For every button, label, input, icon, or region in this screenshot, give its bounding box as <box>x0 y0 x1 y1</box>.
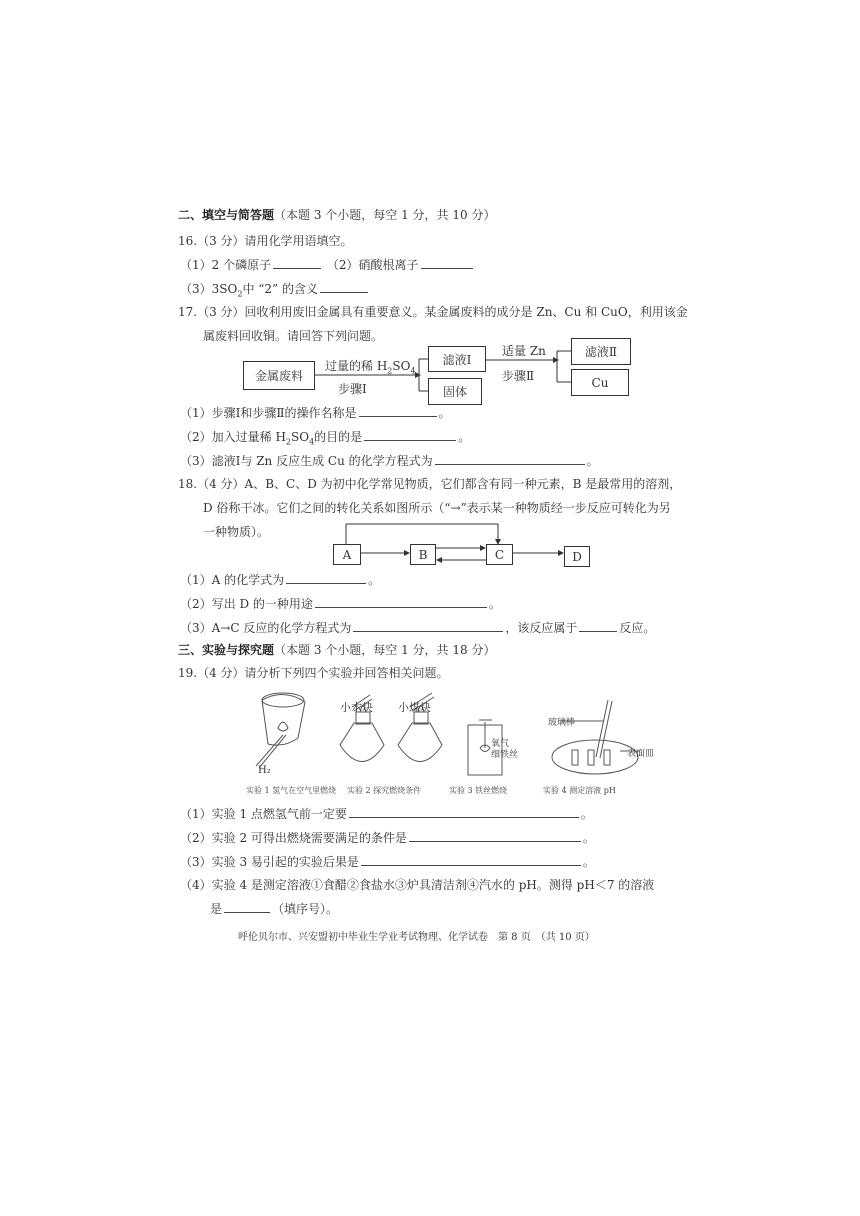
exp4-watch-glass-illustration <box>552 700 640 774</box>
q18-p3-label-a: （3）A→C 反应的化学方程式为 <box>180 621 352 635</box>
caption-exp4: 实验 4 测定溶液 pH <box>543 786 616 795</box>
caption-exp3: 实验 3 铁丝燃烧 <box>449 786 508 795</box>
q18-stem-3: 一种物质）。 <box>203 525 270 539</box>
q19-part1: （1）实验 1 点燃氢气前一定要 。 <box>180 807 593 821</box>
q19-p4-label-b: 是 <box>210 902 223 916</box>
page-footer: 呼伦贝尔市、兴安盟初中毕业生学业考试物理、化学试卷 第 8 页 （共 10 页） <box>238 932 595 943</box>
flow-cu-box: Cu <box>571 369 629 396</box>
label-glass-rod: 玻璃棒 <box>548 718 576 728</box>
q18-p2-label: （2）写出 D 的一种用途 <box>180 597 313 611</box>
q18-part1: （1）A 的化学式为 。 <box>180 573 381 587</box>
label-coal: 小煤块 <box>398 701 431 714</box>
q17-part1: （1）步骤Ⅰ和步骤Ⅱ的操作名称是 。 <box>180 406 451 420</box>
exp1-beaker-flame-illustration <box>256 693 305 768</box>
q19-p3-label: （3）实验 3 易引起的实验后果是 <box>180 855 359 869</box>
q18-stem-2: D 俗称干冰。它们之间的转化关系如图所示（“→”表示某一种物质经一步反应可转化为另 <box>203 501 671 515</box>
q17-p2-label-c: 的目的是 <box>314 430 363 444</box>
q17-p3-label: （3）滤液Ⅰ与 Zn 反应生成 Cu 的化学方程式为 <box>180 454 433 468</box>
q17-p1-label: （1）步骤Ⅰ和步骤Ⅱ的操作名称是 <box>180 406 357 420</box>
q17-part2: （2）加入过量稀 $H_2SO_4$的目的是 。 <box>180 430 471 447</box>
label-oxygen: 氧气 <box>491 739 510 749</box>
q19-part4-answer <box>210 901 338 917</box>
q18-stem-1: 18.（4 分）A、B、C、D 为初中化学常见物质，它们都含有同一种元素，B 是最常用的溶剂， <box>178 477 682 491</box>
flow-filtrate1-box: 滤液Ⅰ <box>428 346 486 372</box>
label-h2: H₂ <box>258 765 271 776</box>
label-watch-glass: 表面皿 <box>627 749 655 759</box>
q16-p3-sub: 2 <box>237 289 243 299</box>
q19-part3: （3）实验 3 易引起的实验后果是 。 <box>180 855 595 869</box>
section2-title: 二、填空与简答题 <box>178 208 275 222</box>
node-b: B <box>410 544 436 565</box>
flow-solid-box: 固体 <box>428 378 482 405</box>
flow-start-box: 金属废料 <box>243 361 315 390</box>
q19-p4-label-c: （填序号）。 <box>272 902 339 916</box>
q18-part2: （2）写出 D 的一种用途 。 <box>180 597 501 611</box>
q19-p3-blank[interactable] <box>361 854 581 866</box>
caption-exp2: 实验 2 探究燃烧条件 <box>347 786 422 795</box>
section3-title: 三、实验与探究题 <box>178 643 275 657</box>
q19-part2: （2）实验 2 可得出燃烧需要满足的条件是 。 <box>180 831 595 845</box>
section2-note: （本题 3 个小题，每空 1 分，共 10 分） <box>274 208 496 222</box>
q17-part3: （3）滤液Ⅰ与 Zn 反应生成 Cu 的化学方程式为 。 <box>180 454 599 468</box>
node-c: C <box>486 544 513 565</box>
q19-p2-blank[interactable] <box>409 830 581 842</box>
flow-reagent2: 适量 Zn <box>502 344 546 358</box>
q18-p3-label-c: 反应。 <box>619 621 656 635</box>
label-wood: 小木块 <box>340 701 373 714</box>
node-a: A <box>333 544 361 565</box>
q16-p3-label-b: 中 “2” 的含义 <box>242 282 318 296</box>
q19-part4: （4）实验 4 是测定溶液①食醋②食盐水③炉具清洁剂④汽水的 pH。测得 pH＜7 的溶液 <box>180 878 655 892</box>
q16-stem: 16.（3 分）请用化学用语填空。 <box>178 234 353 248</box>
q19-p2-label: （2）实验 2 可得出燃烧需要满足的条件是 <box>180 831 407 845</box>
q16-p1-label: （1）2 个磷原子 <box>180 258 272 272</box>
q17-stem-2: 属废料回收铜。请回答下列问题。 <box>203 329 384 343</box>
q18-p3-label-b: ，该反应属于 <box>505 621 578 635</box>
q19-p1-blank[interactable] <box>349 806 579 818</box>
q16-p2-label: （2）硝酸根离子 <box>326 258 419 272</box>
flow-reagent1: 过量的稀 $H_2SO_4$ <box>325 359 416 376</box>
flow-step2: 步骤Ⅱ <box>502 369 535 383</box>
q16-p3-label-a: （3）3SO <box>180 282 238 296</box>
q19-p1-label: （1）实验 1 点燃氢气前一定要 <box>180 807 347 821</box>
section3-note: （本题 3 个小题，每空 1 分，共 18 分） <box>274 643 496 657</box>
flow-filtrate2-box: 滤液Ⅱ <box>571 338 631 365</box>
q17-p2-label-a: （2）加入过量稀 H <box>180 430 286 444</box>
q17-stem-1: 17.（3 分）回收利用废旧金属具有重要意义。某金属废料的成分是 Zn、Cu 和 CuO，利用该金 <box>178 305 688 319</box>
q19-p4-blank[interactable] <box>224 901 270 913</box>
node-d: D <box>564 546 590 567</box>
q18-p1-label: （1）A 的化学式为 <box>180 573 285 587</box>
q19-stem: 19.（4 分）请分析下列四个实验并回答相关问题。 <box>178 666 449 680</box>
flow-step1: 步骤Ⅰ <box>338 382 367 396</box>
caption-exp1: 实验 1 氢气在空气里燃烧 <box>246 786 337 795</box>
label-iron-wire: 细铁丝 <box>491 750 519 760</box>
